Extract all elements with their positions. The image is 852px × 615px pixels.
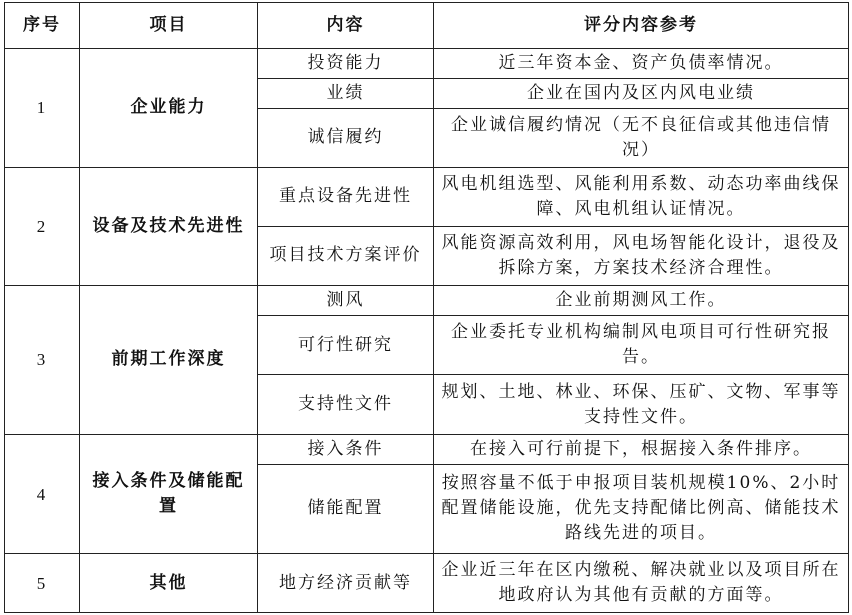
group-item: 设备及技术先进性	[80, 167, 258, 285]
group-item: 其他	[80, 554, 258, 613]
row-reference: 企业诚信履约情况（无不良征信或其他违信情况）	[434, 108, 849, 167]
group-item: 企业能力	[80, 49, 258, 168]
group-seq: 3	[5, 285, 80, 434]
row-reference: 企业在国内及区内风电业绩	[434, 79, 849, 108]
row-content: 地方经济贡献等	[258, 554, 434, 613]
header-reference: 评分内容参考	[434, 3, 849, 49]
table-row	[5, 554, 849, 613]
row-content: 诚信履约	[258, 108, 434, 167]
row-content: 业绩	[258, 79, 434, 108]
group-seq: 1	[5, 49, 80, 168]
row-reference: 规划、土地、林业、环保、压矿、文物、军事等支持性文件。	[434, 375, 849, 435]
group-seq: 4	[5, 435, 80, 554]
row-content: 可行性研究	[258, 316, 434, 375]
group-seq: 2	[5, 167, 80, 285]
table-row	[5, 435, 849, 464]
row-content: 投资能力	[258, 49, 434, 79]
row-content: 支持性文件	[258, 375, 434, 435]
group-item: 前期工作深度	[80, 285, 258, 434]
row-reference: 企业委托专业机构编制风电项目可行性研究报告。	[434, 316, 849, 375]
group-item: 接入条件及储能配置	[80, 435, 258, 554]
header-content: 内容	[258, 3, 434, 49]
row-reference: 按照容量不低于申报项目装机规模10%、2小时配置储能设施，优先支持配储比例高、储能技术路线先进的项目。	[434, 464, 849, 553]
row-reference: 企业前期测风工作。	[434, 285, 849, 315]
row-content: 接入条件	[258, 435, 434, 464]
table-row	[5, 167, 849, 226]
row-content: 储能配置	[258, 464, 434, 553]
table-row	[5, 285, 849, 315]
table-row	[5, 49, 849, 79]
row-content: 重点设备先进性	[258, 167, 434, 226]
header-item: 项目	[80, 3, 258, 49]
row-reference: 风能资源高效利用，风电场智能化设计，退役及拆除方案，方案技术经济合理性。	[434, 226, 849, 285]
row-content: 项目技术方案评价	[258, 226, 434, 285]
row-reference: 企业近三年在区内缴税、解决就业以及项目所在地政府认为其他有贡献的方面等。	[434, 554, 849, 613]
scoring-table	[4, 2, 849, 613]
group-seq: 5	[5, 554, 80, 613]
row-reference: 近三年资本金、资产负债率情况。	[434, 49, 849, 79]
header-row	[5, 3, 849, 49]
header-seq: 序号	[5, 3, 80, 49]
row-reference: 风电机组选型、风能利用系数、动态功率曲线保障、风电机组认证情况。	[434, 167, 849, 226]
row-content: 测风	[258, 285, 434, 315]
row-reference: 在接入可行前提下，根据接入条件排序。	[434, 435, 849, 464]
